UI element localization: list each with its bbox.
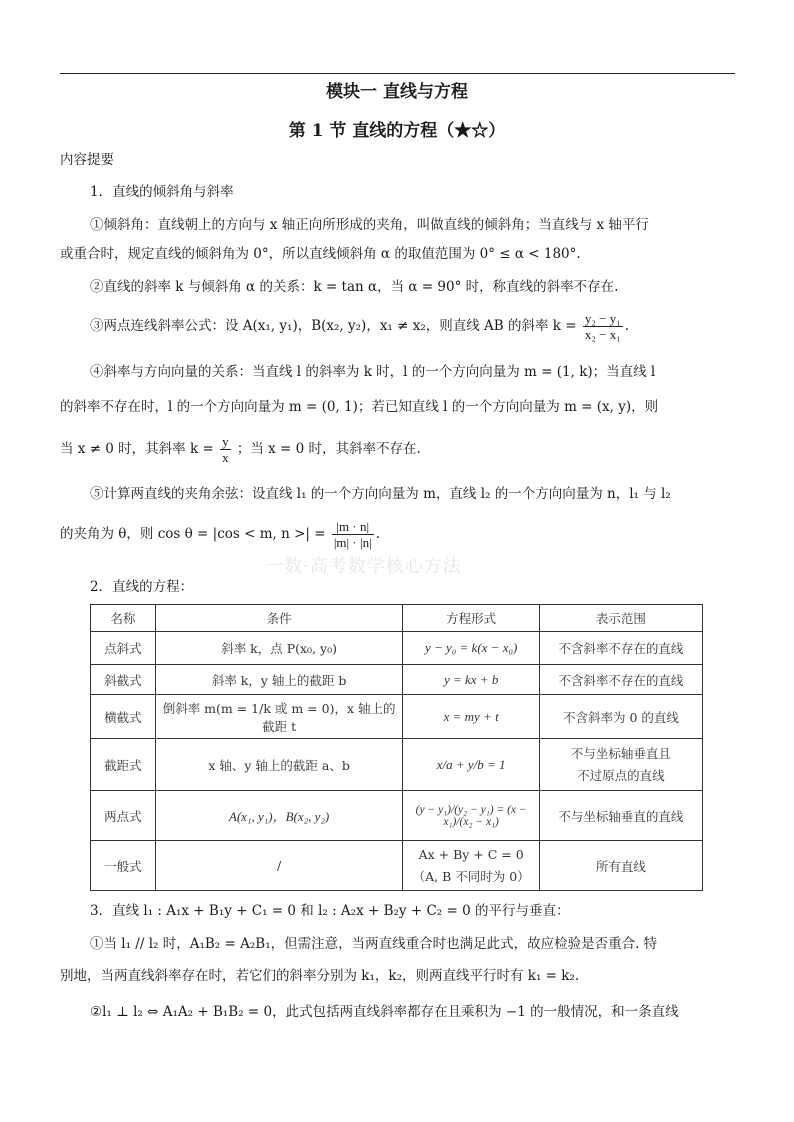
cosine-fraction [332,519,374,550]
table-cell: (y − y₁)/(y₂ − y₁) = (x − x₁)/(x₂ − x₁) [403,791,539,841]
watermark: 一数·高考数学核心方法 [265,556,462,577]
cell-line: （A, B 不同时为 0） [412,868,530,884]
para-parallel-line1: ①当 l₁ // l₂ 时，A₁B₂ = A₂B₁，但需注意，当两直线重合时也满足此式，故应检验是否重合. 特 [90,936,658,952]
para-direction-vector-line2: 的斜率不存在时，l 的一个方向向量为 m = (0, 1)；若已知直线 l 的一个方向向量为 m = (x, y)，则 [60,399,659,415]
table-cell: 两点式 [91,791,156,841]
table-cell: A(x₁, y₁)，B(x₂, y₂) [155,791,403,841]
angle-cosine-text: 的夹角为 θ，则 cos θ = |cos < m, n >| = [60,526,326,542]
table-header-row [91,605,703,632]
cell-line: 不与坐标轴垂直且 [570,745,671,761]
table-cell: 不含斜率不存在的直线 [539,632,702,665]
table-cell: y = kx + b [403,665,539,695]
table-cell: x 轴、y 轴上的截距 a、b [155,739,403,791]
table-cell: 截距式 [91,739,156,791]
para-perpendicular-line1: ②l₁ ⊥ l₂ ⇔ A₁A₂ + B₁B₂ = 0，此式包括两直线斜率都存在且乘积为 −1 的一般情况，和一条直线 [90,1004,679,1020]
table-cell: 一般式 [91,841,156,891]
table-row [91,632,703,665]
table-row [91,791,703,841]
table-cell: 斜截式 [91,665,156,695]
slope-fraction [220,434,231,465]
fraction-numerator: y [222,434,229,449]
table-header-cell: 方程形式 [403,605,539,632]
section-title: 第 1 节 直线的方程（★☆） [288,121,506,141]
table-cell: 点斜式 [91,632,156,665]
table-cell: 不含斜率不存在的直线 [539,665,702,695]
table-cell: 斜率 k，y 轴上的截距 b [155,665,403,695]
para-angle-cosine-line2: 的夹角为 θ，则 cos θ = |cos < m, n >| = $\frac{|m \cdot n|}{|m| \cdot |n|}$ . [60,519,380,550]
heading-line-equations: 2．直线的方程： [90,579,194,595]
heading-parallel-perpendicular: 3．直线 l₁ : A₁x + B₁y + C₁ = 0 和 l₂ : A₂x + B₂y + C₂ = 0 的平行与垂直： [90,903,570,919]
para-direction-vector-line1: ④斜率与方向向量的关系：当直线 l 的斜率为 k 时，l 的一个方向向量为 m = (1, k)；当直线 l [90,364,656,380]
table-cell: y − y₀ = k(x − x₀) [403,632,539,665]
module-title: 模块一 直线与方程 [326,82,468,102]
line-equation-table [90,604,703,891]
table-cell: x = my + t [403,695,539,739]
top-rule [60,73,735,74]
para-two-point-slope: ③两点连线斜率公式：设 A(x₁, y₁)，B(x₂, y₂)，x₁ ≠ x₂，则直线 AB 的斜率 k = $\frac{\text{y₂ − y₁}}{\text{x₂ − x₁}}$ . [90,311,630,342]
table-row [91,695,703,739]
table-cell-multiline [539,739,702,791]
cell-line: 不过原点的直线 [577,767,665,783]
table-cell-multiline [403,841,539,891]
table-cell: x/a + y/b = 1 [403,739,539,791]
direction-vector-text: 当 x ≠ 0 时，其斜率 k = [60,441,214,457]
table-row [91,841,703,891]
para-angle-cosine-line1: ⑤计算两直线的夹角余弦：设直线 l₁ 的一个方向向量为 m，直线 l₂ 的一个方向向量为 n，l₁ 与 l₂ [90,486,671,502]
table-cell: 倒斜率 m(m = 1/k 或 m = 0)，x 轴上的截距 t [155,695,403,739]
table-cell: 不与坐标轴垂直的直线 [539,791,702,841]
table-header-cell: 条件 [155,605,403,632]
fraction-denominator: |m| · |n| [333,535,372,550]
para-direction-vector-line3 [60,434,421,465]
table-row [91,665,703,695]
two-point-slope-text: ③两点连线斜率公式：设 A(x₁, y₁)，B(x₂, y₂)，x₁ ≠ x₂，则直线 AB 的斜率 k = [90,318,577,334]
table-row [91,739,703,791]
para-inclination-line2: 或重合时，规定直线的倾斜角为 0°，所以直线倾斜角 α 的取值范围为 0° ≤ α < 180°. [60,246,581,262]
table-cell: 斜率 k，点 P(x₀, y₀) [155,632,403,665]
cell-line: Ax + By + C = 0 [418,846,524,862]
fraction-numerator: y₂ − y₁ [584,311,621,326]
table-header-cell: 名称 [91,605,156,632]
heading-slope: 1．直线的倾斜角与斜率 [90,184,234,200]
fraction-numerator: |m · n| [332,519,374,535]
table-cell: 所有直线 [539,841,702,891]
fraction-denominator: x₂ − x₁ [584,327,621,342]
direction-vector-suffix: ；当 x = 0 时，其斜率不存在. [236,441,421,457]
table-header-cell: 表示范围 [539,605,702,632]
para-parallel-line2: 别地，当两直线斜率存在时，若它们的斜率分别为 k₁，k₂，则两直线平行时有 k₁ = k₂. [60,968,580,984]
table-cell: / [155,841,403,891]
fraction-denominator: x [222,450,229,465]
para-slope-relation: ②直线的斜率 k 与倾斜角 α 的关系：k = tan α，当 α = 90° 时，称直线的斜率不存在. [90,279,619,295]
summary-label: 内容提要 [60,152,114,168]
two-point-slope-fraction [583,311,623,342]
para-inclination-line1: ①倾斜角：直线朝上的方向与 x 轴正向所形成的夹角，叫做直线的倾斜角；当直线与 x 轴平行 [90,217,649,233]
table-cell: 横截式 [91,695,156,739]
table-cell: 不含斜率为 0 的直线 [539,695,702,739]
